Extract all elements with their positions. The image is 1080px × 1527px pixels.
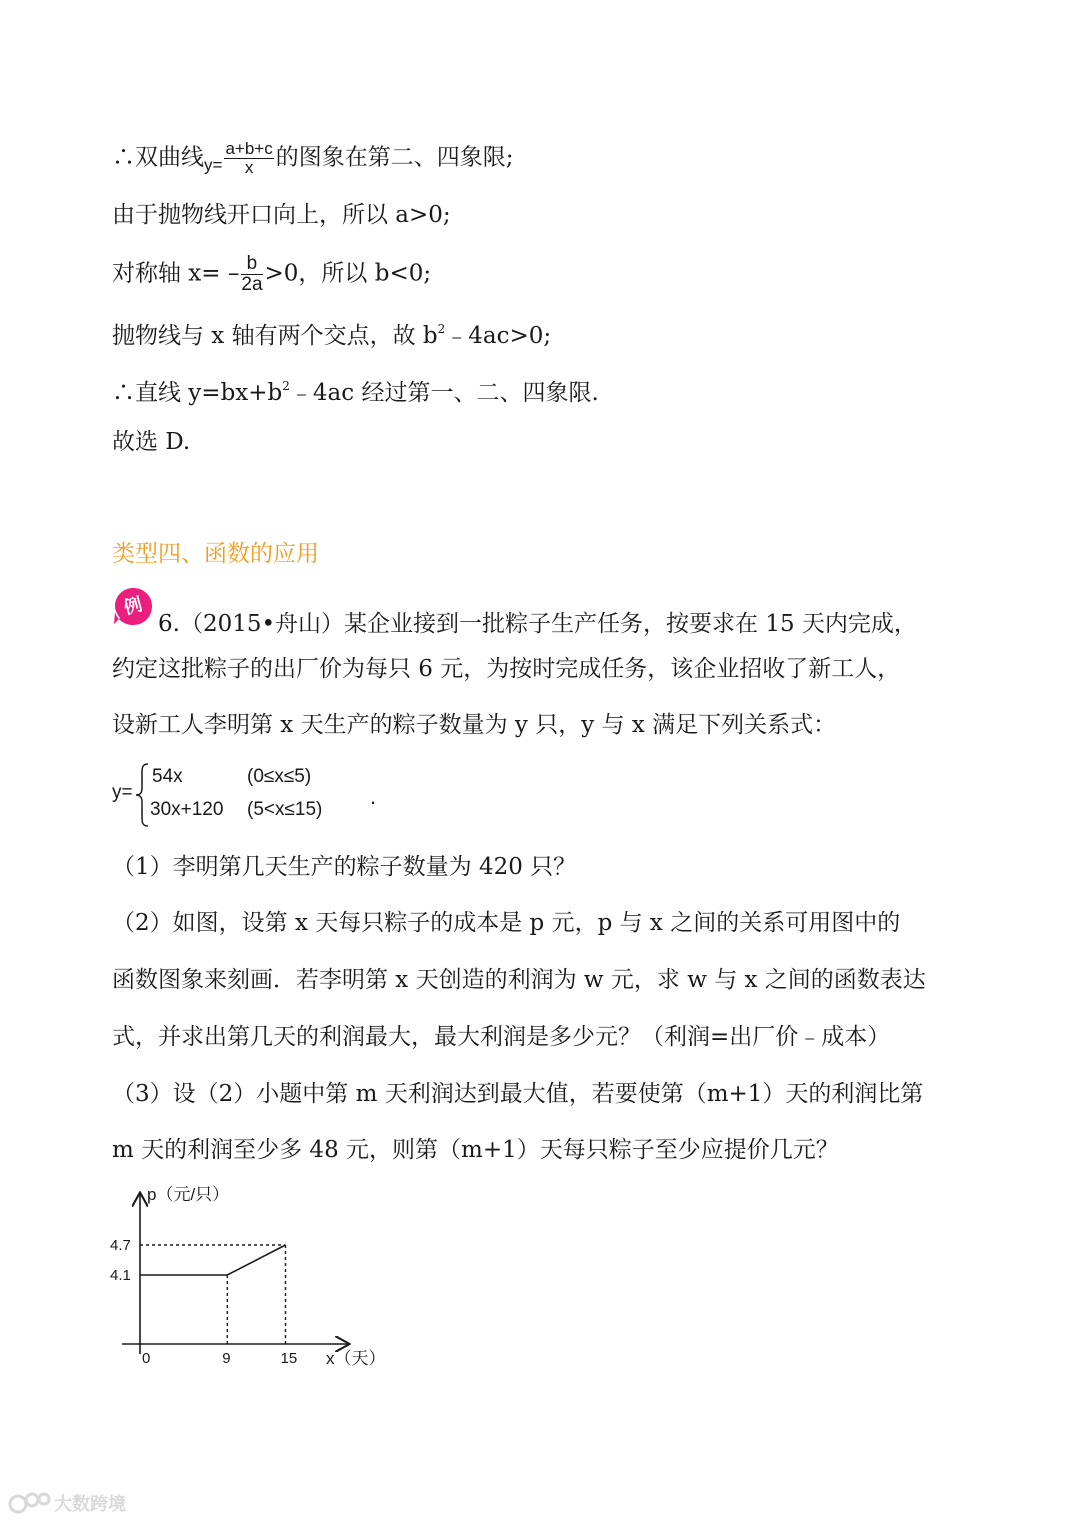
piecewise-end: . <box>370 784 377 809</box>
y-axis-label: p（元/只） <box>147 1185 230 1204</box>
solution-line-1-prefix: ∴双曲线 <box>112 144 204 171</box>
question-2-line-1: （2）如图，设第 x 天每只粽子的成本是 p 元，p 与 x 之间的关系可用图中的 <box>112 910 901 936</box>
x-tick-label: 15 <box>280 1350 298 1367</box>
solution-line-5-prefix: ∴直线 y=bx+b <box>112 380 283 406</box>
left-brace-icon <box>134 762 150 828</box>
y-tick-label: 4.1 <box>110 1267 131 1284</box>
watermark-text: 大数跨境 <box>54 1494 126 1515</box>
cost-graph <box>104 1180 404 1380</box>
solution-line-1 <box>112 140 513 181</box>
superscript: 2 <box>437 322 446 336</box>
fraction-numerator: a+b+c <box>225 139 273 158</box>
example-badge-label: 例 <box>121 594 145 619</box>
piecewise-cond-2: (5<x≤15) <box>247 799 323 820</box>
superscript: 2 <box>282 379 290 393</box>
solution-line-4-suffix: ﹣4ac>0; <box>445 323 552 349</box>
fraction-b-over-2a <box>241 254 262 295</box>
piecewise-cond-1: (0≤x≤5) <box>247 766 312 787</box>
example-line-1: 6.（2015•舟山）某企业接到一批粽子生产任务，按要求在 15 天内完成， <box>158 611 917 637</box>
x-tick-label: 9 <box>222 1350 231 1367</box>
solution-line-2: 由于抛物线开口向上，所以 a>0; <box>112 202 451 228</box>
solution-line-3-suffix: >0，所以 b<0; <box>264 260 432 287</box>
fraction-denominator: x <box>244 158 254 177</box>
x-axis-label: x（天） <box>326 1349 386 1368</box>
solution-line-4-prefix: 抛物线与 x 轴有两个交点，故 b <box>112 323 438 349</box>
solution-line-5 <box>112 371 599 408</box>
question-3-line-2: m 天的利润至少多 48 元，则第（m+1）天每只粽子至少应提价几元？ <box>112 1137 839 1163</box>
question-1: （1）李明第几天生产的粽子数量为 420 只？ <box>112 854 577 880</box>
fraction-abc-over-x <box>224 140 273 177</box>
cost-line <box>140 1245 286 1275</box>
section-heading: 类型四、函数的应用 <box>112 541 319 567</box>
solution-line-4 <box>112 314 551 351</box>
question-3-line-1: （3）设（2）小题中第 m 天利润达到最大值，若要使第（m+1）天的利润比第 <box>112 1081 924 1107</box>
piecewise-expr-1: 54x <box>152 766 183 787</box>
watermark-logo-icon <box>8 1490 52 1514</box>
origin-label: 0 <box>142 1350 151 1367</box>
fraction-denominator: 2a <box>241 274 263 295</box>
solution-line-1-suffix: 的图象在第二、四象限; <box>275 144 514 171</box>
piecewise-lhs: y= <box>112 782 133 803</box>
question-2-line-3: 式，并求出第几天的利润最大，最大利润是多少元？（利润=出厂价﹣成本） <box>112 1024 891 1050</box>
piecewise-expr-2: 30x+120 <box>150 799 224 820</box>
piecewise-function <box>112 762 412 828</box>
example-badge-icon <box>111 584 155 628</box>
solution-line-5-suffix: ﹣4ac 经过第一、二、四象限. <box>289 380 599 406</box>
example-line-2: 约定这批粽子的出厂价为每只 6 元，为按时完成任务，该企业招收了新工人， <box>112 656 901 682</box>
solution-line-3 <box>112 254 431 295</box>
solution-line-6: 故选 D. <box>112 429 191 455</box>
solution-line-1-y: y= <box>204 155 223 175</box>
question-2-line-2: 函数图象来刻画．若李明第 x 天创造的利润为 w 元，求 w 与 x 之间的函数表达 <box>112 967 926 993</box>
solution-line-3-prefix: 对称轴 x= – <box>112 260 240 287</box>
watermark <box>8 1488 148 1518</box>
example-line-3: 设新工人李明第 x 天生产的粽子数量为 y 只，y 与 x 满足下列关系式： <box>112 712 837 738</box>
y-tick-label: 4.7 <box>110 1237 131 1254</box>
fraction-numerator: b <box>241 254 262 275</box>
